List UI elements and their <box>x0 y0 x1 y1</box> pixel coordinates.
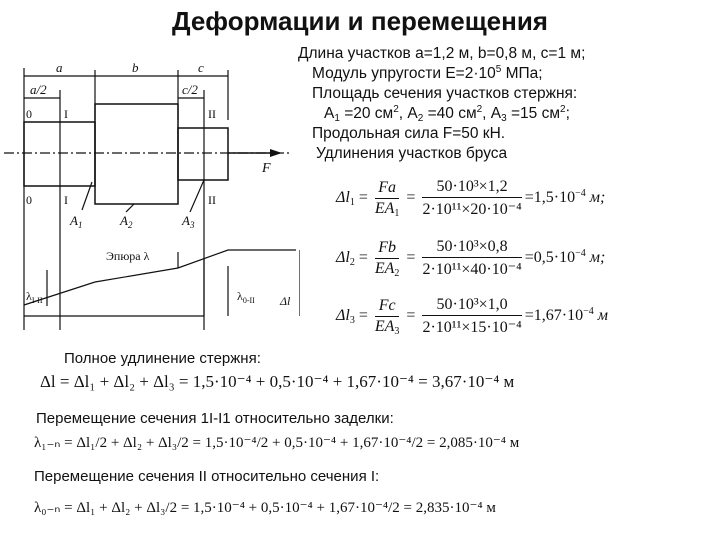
section-I-top: I <box>64 107 68 121</box>
dim-a-label: a <box>56 60 63 75</box>
given-force: Продольная сила F=50 кН. <box>312 125 506 142</box>
area2-label: $A_2$ <box>120 213 133 230</box>
area2-exp: 2 <box>476 104 483 115</box>
formula-dl3: $\Delta l_3$ = $\frac{Fc}{EA_3}$ = $\frac{\text{50·10³×1,0}}{\text{2·10¹¹×15·10⁻⁴}}$ $=1,67\cdot 10^{-4}$ м <box>336 296 608 337</box>
total-elongation-heading: Полное удлинение стержня: <box>64 350 261 367</box>
area2-sub: 2 <box>417 113 424 124</box>
section-II-bottom: II <box>208 193 216 207</box>
delta-l-label: Δl <box>280 294 291 308</box>
lambda-0-II-label: $\lambda_{0-II}$ <box>237 289 255 305</box>
area1-value: =20 см <box>339 105 394 122</box>
given-modulus <box>298 64 585 84</box>
formula-dl2: $\Delta l_2$ = $\frac{Fb}{EA_2}$ = $\frac{\text{50·10³×0,8}}{\text{2·10¹¹×40·10⁻⁴}}$ $=0,5\cdot 10^{-4}$ м; <box>336 238 606 279</box>
section-0-top: 0 <box>26 107 32 121</box>
dim-c-label: c <box>198 60 204 75</box>
total-elongation-formula: Δl = Δl₁ + Δl₂ + Δl₃ = 1,5·10⁻⁴ + 0,5·10⁻⁴ + 1,67·10⁻⁴ = 3,67·10⁻⁴ м <box>40 372 515 391</box>
given-areas-title: Площадь сечения участков стержня: <box>312 85 578 102</box>
area1-sub: 1 <box>334 113 340 124</box>
area2-symbol: , A <box>398 105 418 122</box>
given-areas <box>298 104 585 124</box>
lambda-I-II-label: $\lambda_{I-II}$ <box>26 289 43 305</box>
section-II-top: II <box>208 107 216 121</box>
area3-symbol: , A <box>482 105 502 122</box>
page-title: Деформации и перемещения <box>172 6 548 36</box>
elongations-heading: Удлинения участков бруса <box>316 145 508 162</box>
area3-sub: 3 <box>501 113 507 124</box>
displacement-II-formula: λ₀₋ₙ = Δl₁ + Δl₂ + Δl₃/2 = 1,5·10⁻⁴ + 0,5·10⁻⁴ + 1,67·10⁻⁴/2 = 2,835·10⁻⁴ м <box>34 500 496 516</box>
section-0-bottom: 0 <box>26 193 32 207</box>
displacement-I-formula: λ₁₋ₙ = Δl₁/2 + Δl₂ + Δl₃/2 = 1,5·10⁻⁴/2 + 0,5·10⁻⁴ + 1,67·10⁻⁴/2 = 2,085·10⁻⁴ м <box>34 435 520 451</box>
area3-value: =15 см <box>506 105 560 122</box>
force-label: F <box>262 161 271 176</box>
areas-end: ; <box>565 105 570 122</box>
given-lengths: Длина участков a=1,2 м, b=0,8 м, c=1 м; <box>298 45 586 62</box>
segment-b <box>95 104 178 204</box>
displacement-II-heading: Перемещение сечения II относительно сечения I: <box>34 468 380 485</box>
segment-c <box>178 128 228 180</box>
beam-diagram <box>0 60 300 340</box>
given-data <box>298 44 585 164</box>
epure-label: Эпюра λ <box>106 249 150 263</box>
dim-c2-label: c/2 <box>182 82 198 97</box>
area1-symbol: A <box>324 105 335 122</box>
area1-exp: 2 <box>393 104 399 115</box>
modulus-exp: 5 <box>495 64 502 75</box>
area3-label: $A_3$ <box>182 213 195 230</box>
displacement-I-heading: Перемещение сечения 1I-I1 относительно заделки: <box>36 410 394 427</box>
dim-b-label: b <box>132 60 139 75</box>
modulus-text: Модуль упругости E=2·10 <box>312 65 496 82</box>
section-I-bottom: I <box>64 193 68 207</box>
modulus-unit: МПа; <box>501 65 543 82</box>
dim-a2-label: a/2 <box>30 82 47 97</box>
area3-exp: 2 <box>560 104 566 115</box>
area2-value: =40 см <box>423 105 477 122</box>
area1-label: $A_1$ <box>70 213 83 230</box>
formula-dl1: $\Delta l_1$ = $\frac{Fa}{EA_1}$ = $\frac{\text{50·10³×1,2}}{\text{2·10¹¹×20·10⁻⁴}}$ $=1,5\cdot 10^{-4}$ м; <box>336 178 606 219</box>
